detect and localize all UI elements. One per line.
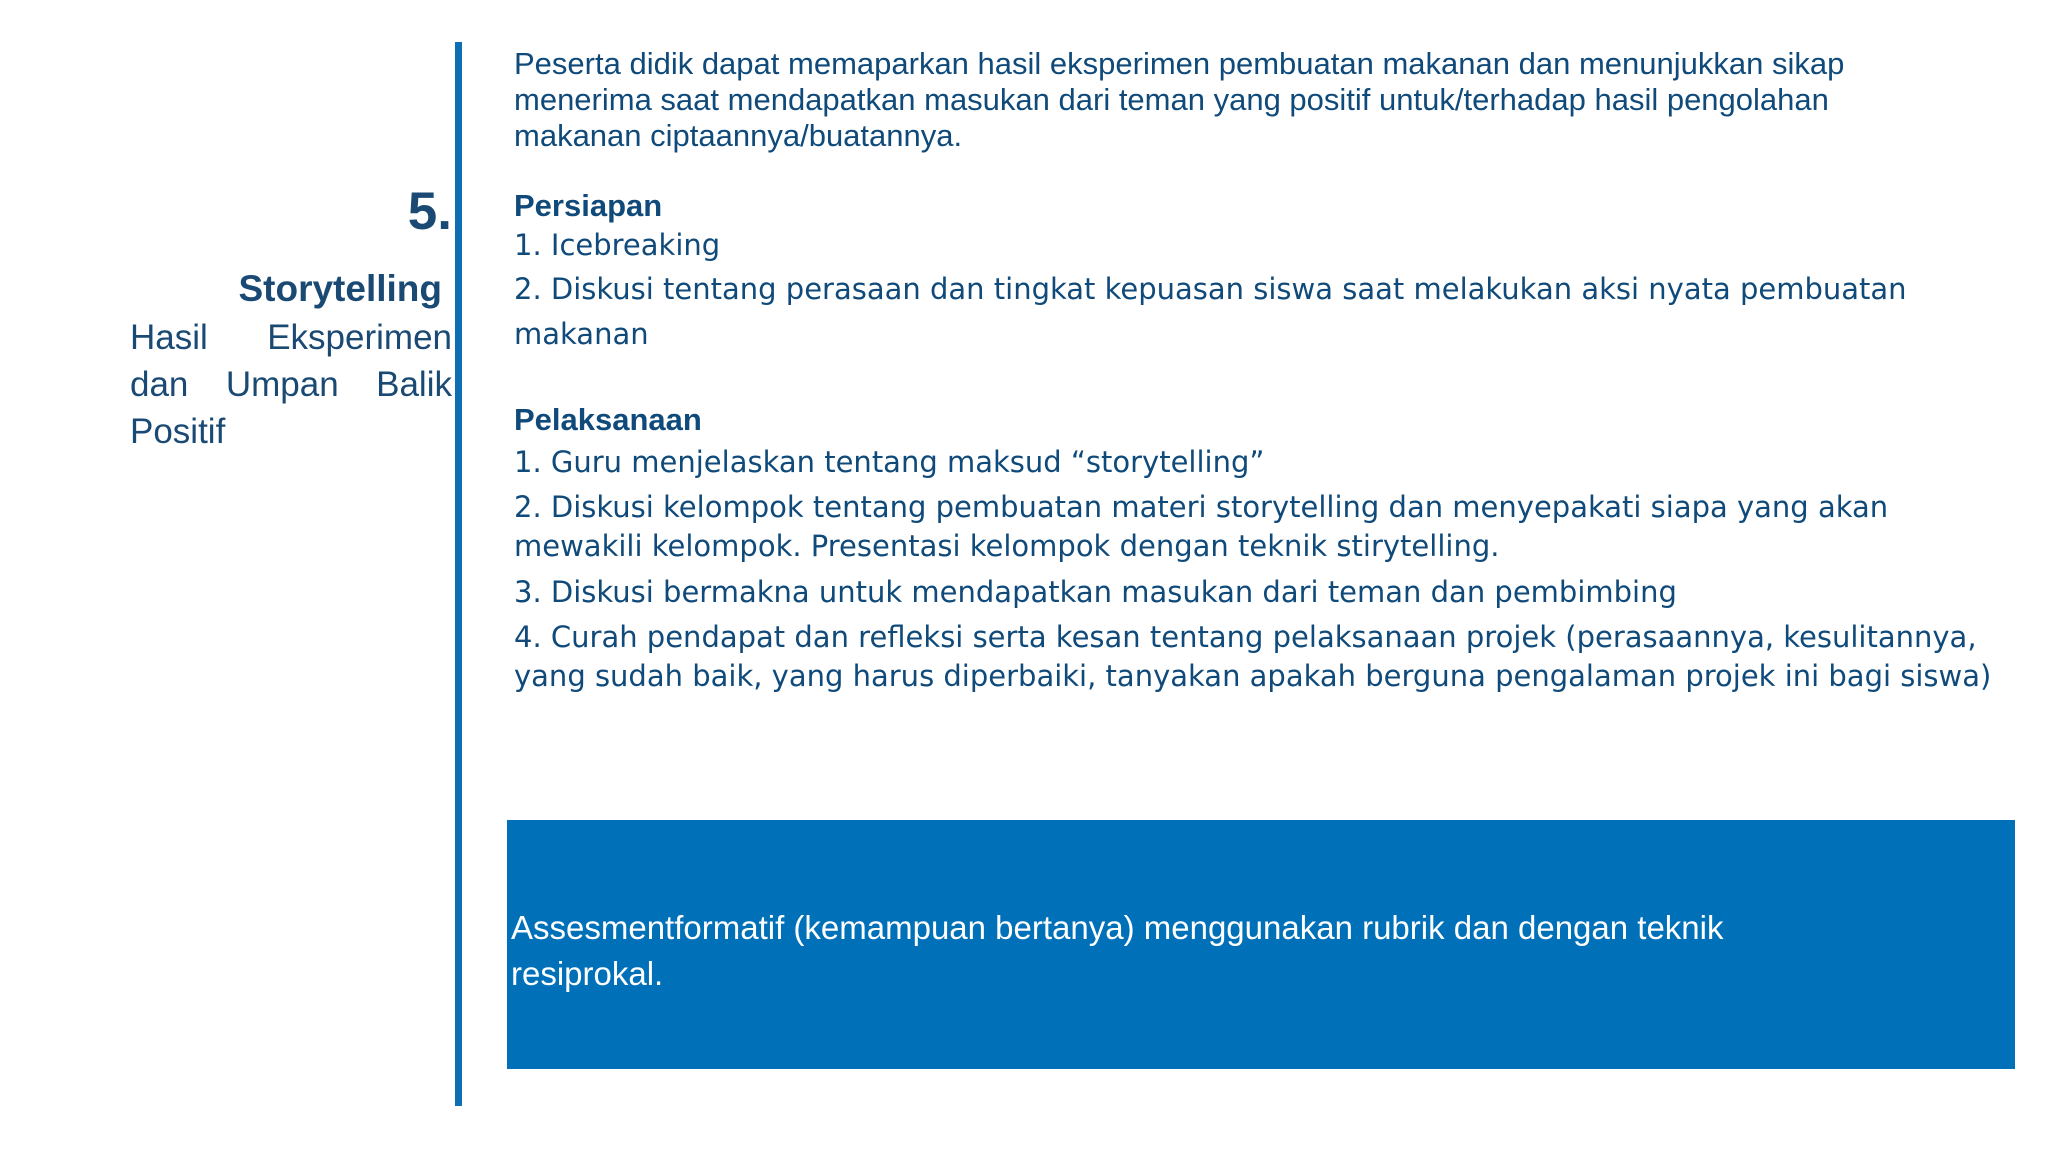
learning-objective: Peserta didik dapat memaparkan hasil eksperimen pembuatan makanan dan menunjukkan sikap menerima saat mendapatkan masukan dari teman yang positif untuk/terhadap hasil pengolahan makanan ciptaannya/buatannya. (514, 46, 1845, 153)
implementation-item-3: 3. Diskusi bermakna untuk mendapatkan masukan dari teman dan pembimbing (514, 575, 1677, 609)
implementation-heading: Pelaksanaan (514, 402, 702, 437)
step-label-panel (130, 180, 452, 455)
step-title: Storytelling (238, 268, 442, 309)
step-subtitle: Hasil Eksperimen dan Umpan Balik Positif (130, 318, 452, 451)
step-number: 5. (407, 182, 452, 241)
preparation-item-2: 2. Diskusi tentang perasaan dan tingkat kepuasan siswa saat melakukan aksi nyata pembuatan makanan (514, 272, 1907, 351)
step-content (514, 46, 2034, 696)
vertical-divider (455, 42, 462, 1106)
implementation-item-4: 4. Curah pendapat dan refleksi serta kesan tentang pelaksanaan projek (perasaannya, kesulitannya, yang sudah baik, yang harus diperbaiki, tanyakan apakah berguna pengalaman projek ini bagi siswa) (514, 620, 1992, 693)
implementation-item-1: 1. Guru menjelaskan tentang maksud “storytelling” (514, 445, 1265, 479)
assessment-text: Assesmentformatif (kemampuan bertanya) menggunakan rubrik dan dengan teknik resiprokal. (511, 909, 1724, 992)
preparation-item-1: 1. Icebreaking (514, 228, 721, 262)
assessment-box (507, 820, 2015, 1069)
implementation-item-2: 2. Diskusi kelompok tentang pembuatan materi storytelling dan menyepakati siapa yang akan mewakili kelompok. Presentasi kelompok dengan teknik stirytelling. (514, 490, 1889, 563)
preparation-heading: Persiapan (514, 188, 663, 223)
